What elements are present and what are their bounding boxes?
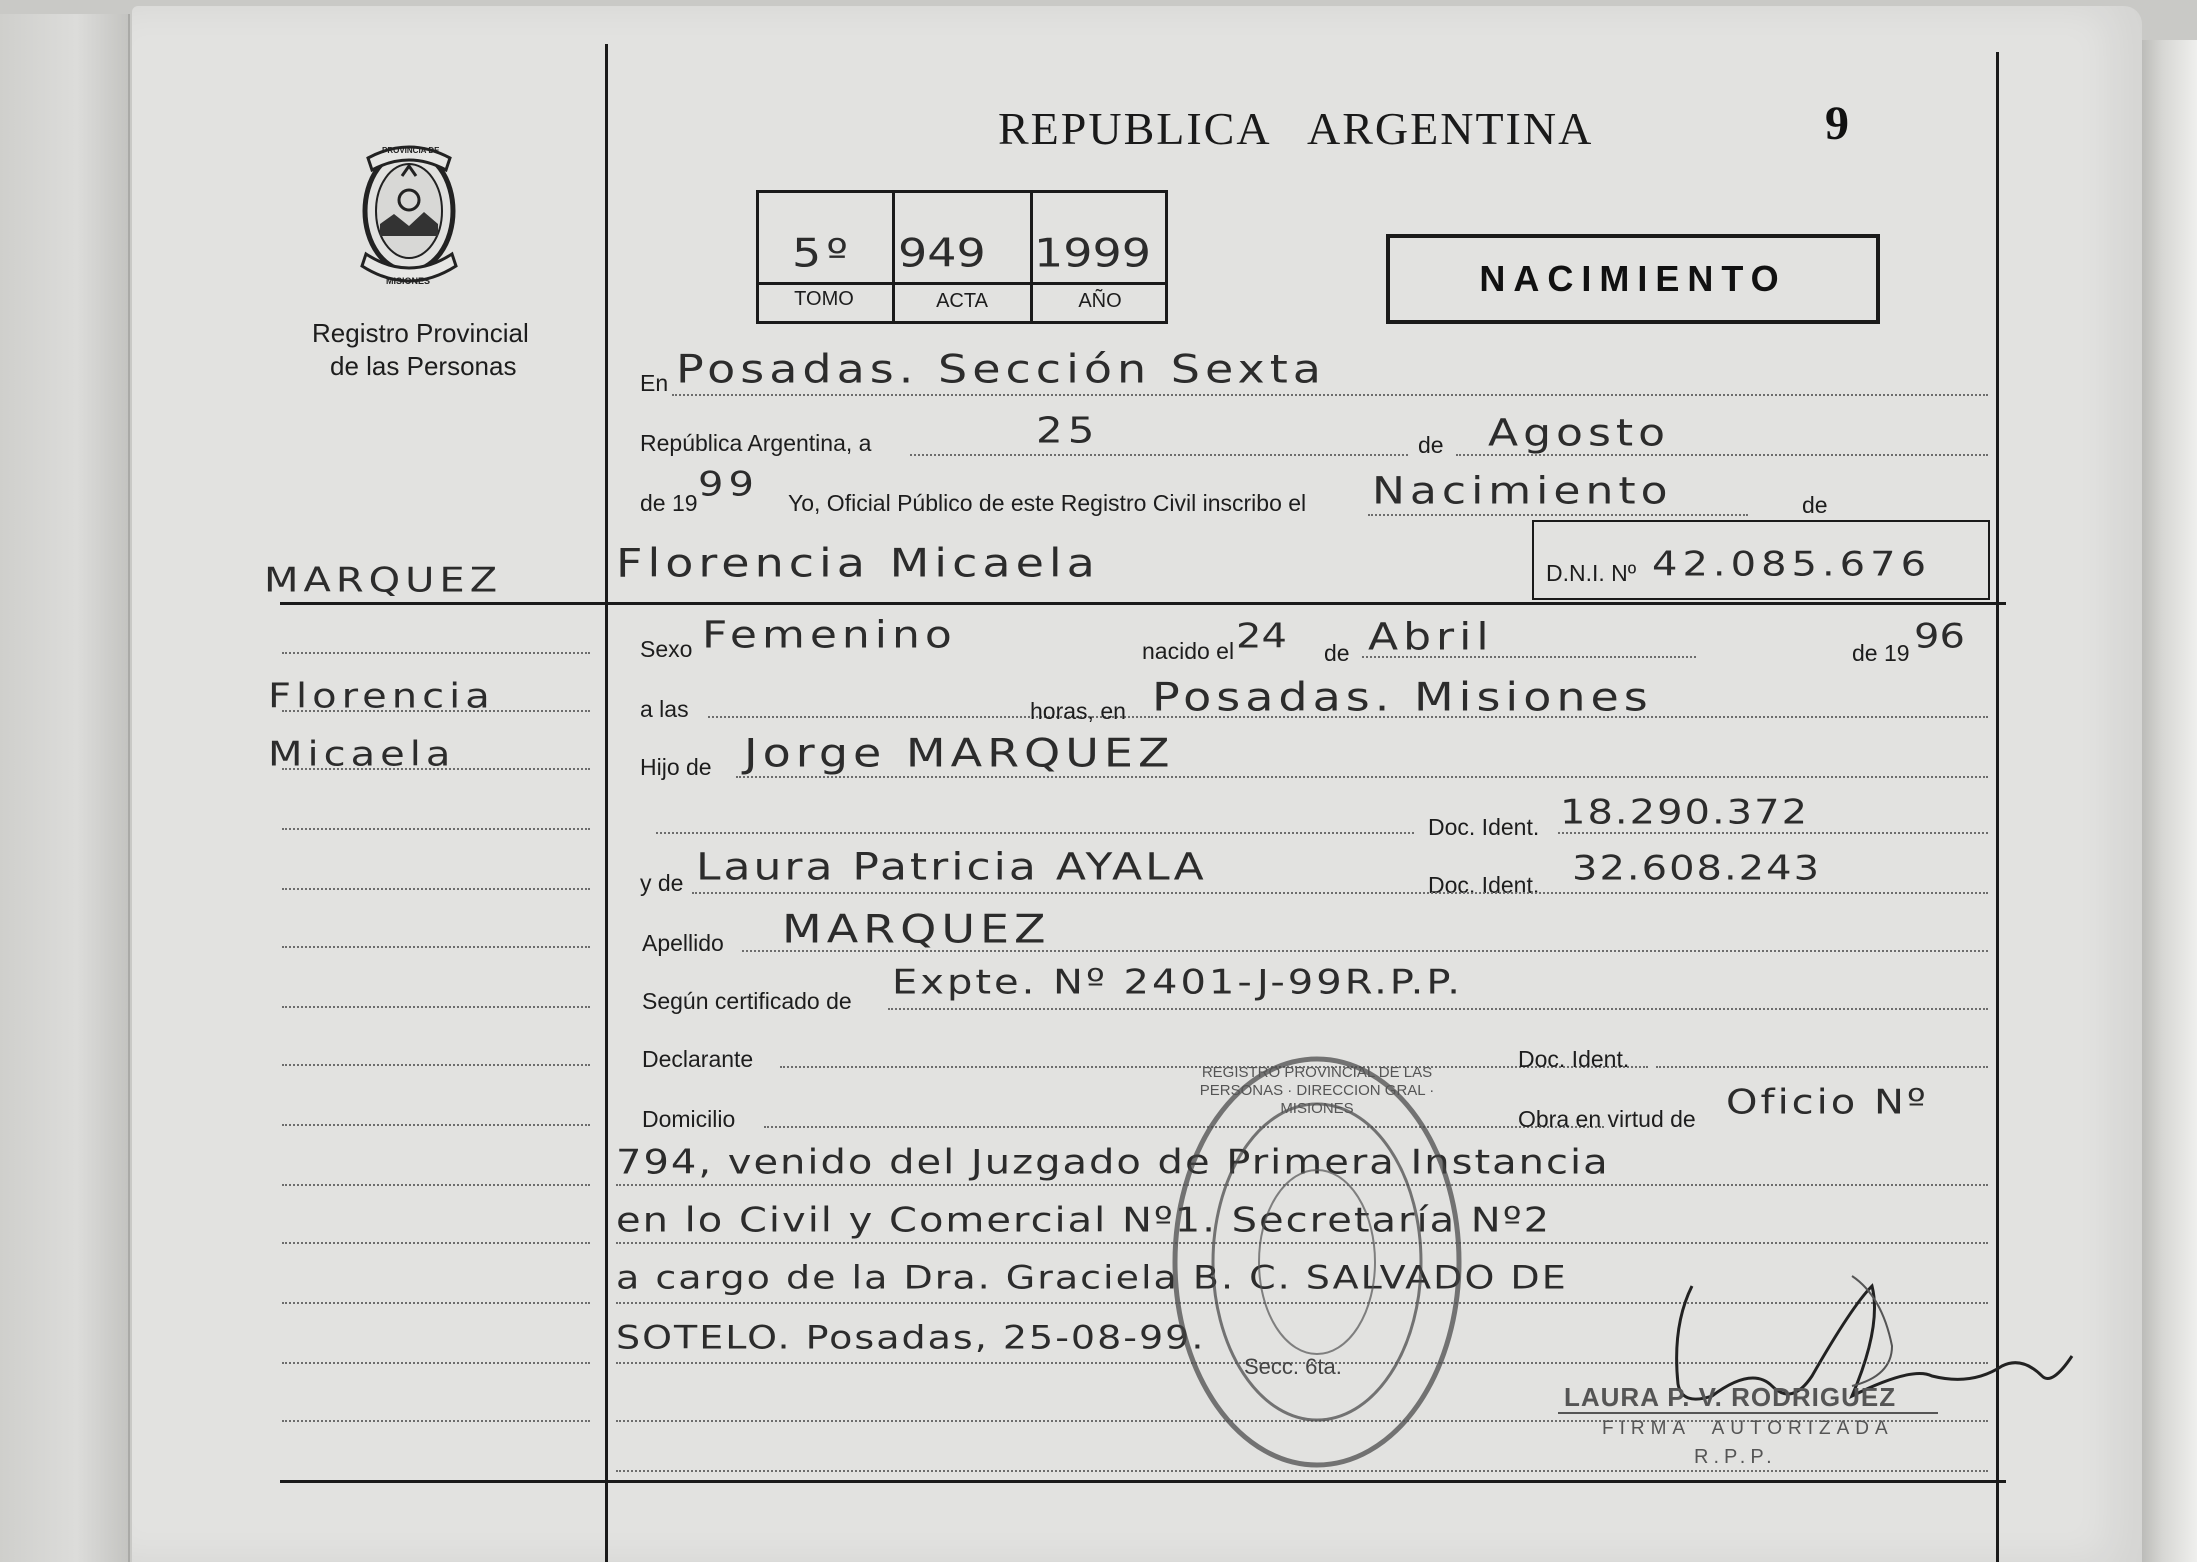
page-number: 9 bbox=[1825, 97, 1849, 150]
right-page-edges bbox=[2140, 40, 2197, 1562]
value-apellido: MARQUEZ bbox=[782, 906, 1051, 952]
margin-given-name-2: Micaela bbox=[268, 734, 456, 774]
line-lugar-nac bbox=[1148, 716, 1988, 718]
line-en bbox=[672, 394, 1988, 396]
line-doc-padre-left bbox=[656, 832, 1414, 834]
margin-line-3 bbox=[282, 768, 590, 770]
label-doc-ident-declarante: Doc. Ident. bbox=[1518, 1046, 1630, 1072]
line-padre bbox=[736, 776, 1988, 778]
value-sexo: Femenino bbox=[702, 613, 957, 657]
margin-line-2 bbox=[282, 710, 590, 712]
value-obra-line-4: a cargo de la Dra. Graciela B. C. SALVADO DE bbox=[616, 1258, 1568, 1296]
margin-line-12 bbox=[282, 1302, 590, 1304]
value-mes: Agosto bbox=[1488, 411, 1671, 455]
line-madre bbox=[692, 892, 1988, 894]
margin-line-10 bbox=[282, 1184, 590, 1186]
margin-line-4 bbox=[282, 828, 590, 830]
margin-line-1 bbox=[282, 652, 590, 654]
record-type-title: NACIMIENTO bbox=[1479, 258, 1787, 299]
label-obra-en-virtud: Obra en virtud de bbox=[1518, 1106, 1696, 1132]
label-doc-ident-madre: Doc. Ident. bbox=[1428, 872, 1540, 898]
stamp-ring-text: REGISTRO PROVINCIAL DE LAS PERSONAS · DIRECCION GRAL · MISIONES bbox=[1199, 1064, 1435, 1117]
acta-label: ACTA bbox=[936, 290, 988, 312]
margin-line-5 bbox=[282, 888, 590, 890]
left-column-rule bbox=[605, 44, 608, 1562]
value-evento: Nacimiento bbox=[1372, 469, 1673, 513]
label-hijo-de: Hijo de bbox=[640, 754, 712, 780]
anio-value: 1999 bbox=[1034, 230, 1152, 276]
record-box-label-rule bbox=[756, 282, 1168, 285]
margin-given-name-1: Florencia bbox=[268, 676, 495, 716]
label-en: En bbox=[640, 370, 669, 396]
anio-label: AÑO bbox=[1078, 290, 1122, 312]
value-dia: 25 bbox=[1036, 409, 1100, 451]
value-obra-line-3: en lo Civil y Comercial Nº1. Secretaría Nº2 bbox=[616, 1200, 1552, 1240]
country-title: REPUBLICA ARGENTINA bbox=[998, 103, 1594, 154]
line-evento bbox=[1368, 514, 1748, 516]
signature-org: R.P.P. bbox=[1694, 1446, 1777, 1468]
label-horas-en: horas, en bbox=[1030, 698, 1126, 724]
margin-surname-rule bbox=[280, 602, 2006, 605]
value-obra-line-5: SOTELO. Posadas, 25-08-99. bbox=[616, 1318, 1206, 1356]
value-dni: 42.085.676 bbox=[1652, 544, 1932, 584]
margin-line-6 bbox=[282, 946, 590, 948]
provincial-emblem-icon bbox=[354, 136, 464, 298]
registry-name-line2: de las Personas bbox=[330, 351, 517, 381]
stamp-center-text: Secc. 6ta. bbox=[1244, 1354, 1342, 1379]
label-de-19: de 19 bbox=[640, 490, 698, 516]
value-padre: Jorge MARQUEZ bbox=[744, 730, 1175, 776]
line-doc-declarante bbox=[1656, 1066, 1988, 1068]
signature-name: LAURA P. V. RODRIGUEZ bbox=[1564, 1382, 1897, 1412]
emblem-bottom-text: MISIONES bbox=[386, 276, 431, 286]
label-de-mes-nac: de bbox=[1324, 640, 1350, 666]
margin-line-9 bbox=[282, 1124, 590, 1126]
label-yo-oficial: Yo, Oficial Público de este Registro Civil inscribo el bbox=[788, 490, 1307, 516]
line-certificado bbox=[888, 1008, 1988, 1010]
label-de-nombre: de bbox=[1802, 492, 1828, 518]
label-a-las: a las bbox=[640, 696, 689, 722]
value-doc-madre: 32.608.243 bbox=[1572, 848, 1822, 888]
label-sexo: Sexo bbox=[640, 636, 693, 662]
tomo-label: TOMO bbox=[794, 288, 854, 310]
signature-rule bbox=[1558, 1412, 1938, 1414]
line-doc-padre bbox=[1558, 832, 1988, 834]
left-page-edge bbox=[0, 14, 130, 1562]
margin-surname: MARQUEZ bbox=[264, 560, 503, 600]
label-nacido-el: nacido el bbox=[1142, 638, 1235, 664]
value-dia-nac: 24 bbox=[1236, 616, 1287, 656]
margin-line-13 bbox=[282, 1362, 590, 1364]
margin-line-7 bbox=[282, 1006, 590, 1008]
label-de-mes: de bbox=[1418, 432, 1444, 458]
margin-line-8 bbox=[282, 1064, 590, 1066]
margin-line-14 bbox=[282, 1420, 590, 1422]
line-mes-nac bbox=[1362, 656, 1696, 658]
value-lugar: Posadas. Sección Sexta bbox=[676, 346, 1326, 392]
margin-line-11 bbox=[282, 1242, 590, 1244]
label-dni: D.N.I. Nº bbox=[1546, 560, 1637, 586]
registry-name-line1: Registro Provincial bbox=[312, 318, 529, 348]
label-segun-certificado: Según certificado de bbox=[642, 988, 852, 1014]
value-madre: Laura Patricia AYALA bbox=[696, 845, 1207, 889]
value-obra-1: Oficio Nº bbox=[1726, 1082, 1929, 1122]
value-nombre: Florencia Micaela bbox=[616, 540, 1100, 586]
margin-bottom-rule bbox=[280, 1480, 2006, 1483]
label-domicilio: Domicilio bbox=[642, 1106, 736, 1132]
label-declarante: Declarante bbox=[642, 1046, 754, 1072]
label-de-19-nac: de 19 bbox=[1852, 640, 1910, 666]
line-apellido bbox=[742, 950, 1988, 952]
value-mes-nac: Abril bbox=[1368, 615, 1494, 659]
emblem-top-text: PROVINCIA DE bbox=[382, 146, 440, 155]
label-republica-a: República Argentina, a bbox=[640, 430, 872, 456]
value-lugar-nac: Posadas. Misiones bbox=[1152, 674, 1653, 720]
value-certificado: Expte. Nº 2401-J-99R.P.P. bbox=[892, 962, 1463, 1002]
line-mes bbox=[1456, 454, 1988, 456]
value-anio-nac: 96 bbox=[1914, 616, 1965, 656]
label-doc-ident-padre: Doc. Ident. bbox=[1428, 814, 1540, 840]
acta-value: 949 bbox=[898, 230, 986, 276]
label-y-de: y de bbox=[640, 870, 684, 896]
signature-role: FIRMA AUTORIZADA bbox=[1602, 1418, 1894, 1439]
birth-certificate-page bbox=[132, 6, 2142, 1562]
value-anio-insc: 99 bbox=[698, 464, 759, 504]
value-doc-padre: 18.290.372 bbox=[1560, 792, 1810, 832]
value-obra-line-2: 794, venido del Juzgado de Primera Instancia bbox=[616, 1142, 1610, 1182]
tomo-value: 5º bbox=[792, 230, 853, 276]
line-dia bbox=[910, 454, 1408, 456]
label-apellido: Apellido bbox=[642, 930, 724, 956]
